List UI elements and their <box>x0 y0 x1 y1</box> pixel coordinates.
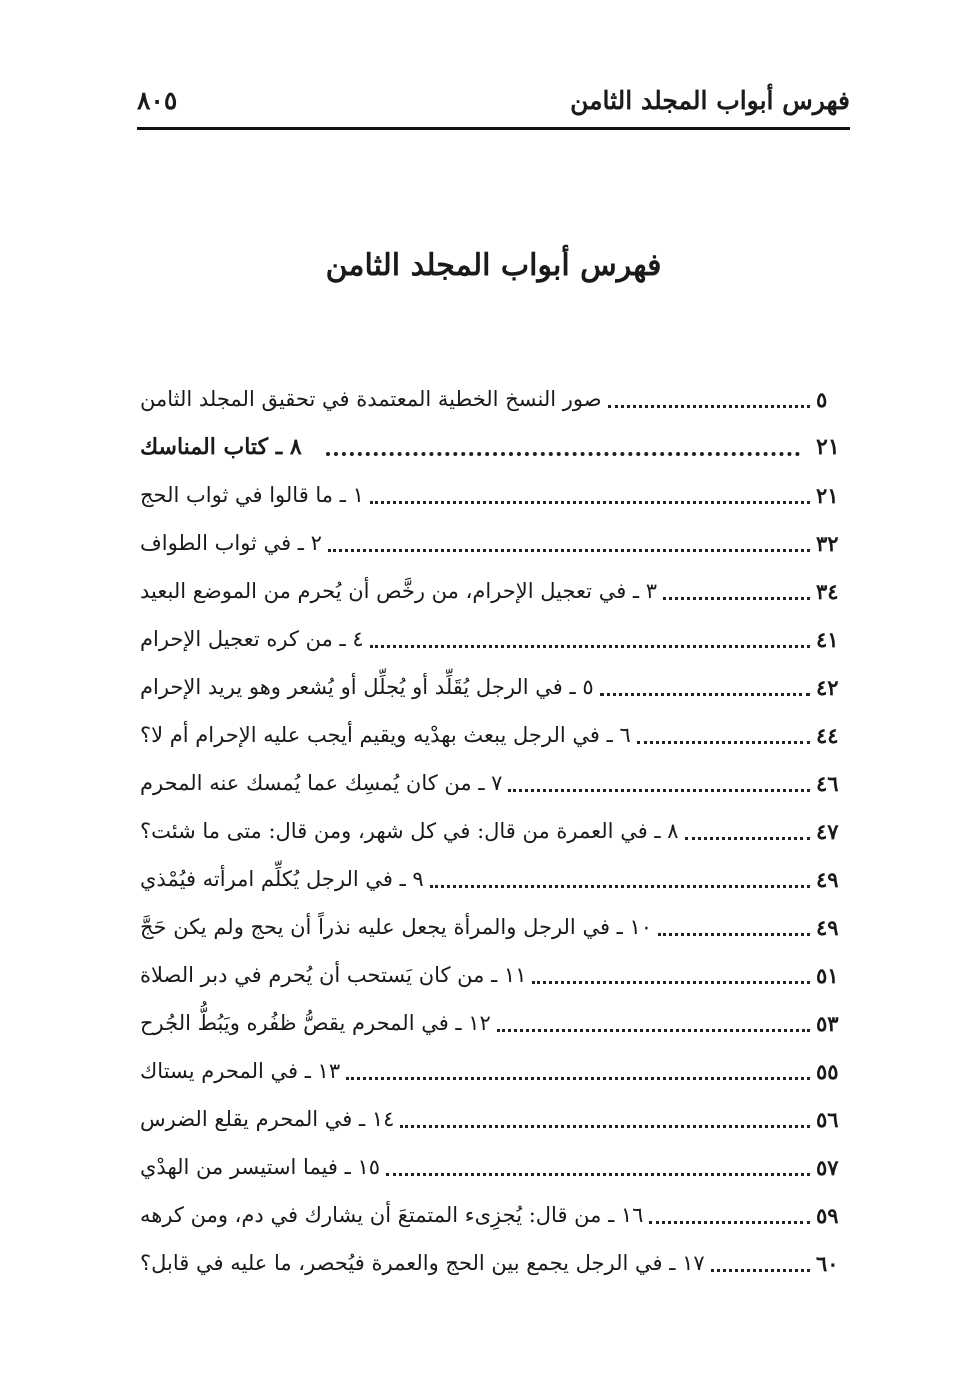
toc-entry <box>140 663 850 711</box>
toc-entry-page-number: ٥٦ <box>816 1106 839 1132</box>
dot-leader <box>386 1173 810 1176</box>
running-header <box>137 82 850 122</box>
dot-leader <box>326 452 800 456</box>
running-title: فهرس أبواب المجلد الثامن <box>570 86 850 115</box>
dot-leader <box>608 405 810 408</box>
toc-entry-page-number: ٤٦ <box>816 770 839 796</box>
toc-entry-label: صور النسخ الخطية المعتمدة في تحقيق المجلد الثامن <box>140 387 602 411</box>
toc-section-heading <box>140 423 850 471</box>
toc-entry-page-number: ٥٧ <box>816 1154 839 1180</box>
toc-entry-page-number: ٤٢ <box>816 674 839 700</box>
dot-leader <box>685 837 810 840</box>
toc-entry <box>140 1047 850 1095</box>
toc-entry-page-number: ٥١ <box>816 962 839 988</box>
toc-entry-label: ٥ ـ في الرجل يُقَلِّد أو يُجلِّل أو يُشعر وهو يريد الإحرام <box>140 675 594 699</box>
toc-entry-page-number: ٤١ <box>816 626 839 652</box>
toc-entry-label: ١ ـ ما قالوا في ثواب الحج <box>140 483 364 507</box>
toc-entry-label: ١٤ ـ في المحرم يقلع الضرس <box>140 1107 395 1131</box>
toc-entry-page-number: ٢١ <box>816 434 840 460</box>
toc-entry-page-number: ٣٢ <box>816 530 839 556</box>
toc-entry <box>140 1239 850 1287</box>
toc-entry <box>140 567 850 615</box>
toc-entry-label: ١١ ـ من كان يَستحب أن يُحرم في دبر الصلاة <box>140 963 527 987</box>
dot-leader <box>328 549 810 552</box>
dot-leader <box>711 1269 810 1272</box>
dot-leader <box>637 741 810 744</box>
dot-leader <box>497 1029 810 1032</box>
toc-entry <box>140 1095 850 1143</box>
toc-entry <box>140 807 850 855</box>
toc-entry <box>140 519 850 567</box>
toc-entry <box>140 615 850 663</box>
toc-entry <box>140 759 850 807</box>
dot-leader <box>658 933 810 936</box>
toc-entry-label: ٤ ـ من كره تعجيل الإحرام <box>140 627 364 651</box>
dot-leader <box>600 693 810 696</box>
header-divider <box>137 127 850 130</box>
toc-entry <box>140 903 850 951</box>
toc-entry-label: ٣ ـ في تعجيل الإحرام، من رخَّص أن يُحرم من الموضع البعيد <box>140 579 658 603</box>
dot-leader <box>532 981 810 984</box>
toc-entry-label: ١٠ ـ في الرجل والمرأة يجعل عليه نذراً أن يحج ولم يكن حَجَّ <box>140 915 653 939</box>
dot-leader <box>649 1221 810 1224</box>
toc-entry <box>140 375 850 423</box>
toc-entry <box>140 471 850 519</box>
toc-entry <box>140 999 850 1047</box>
toc-entry-label: ٧ ـ من كان يُمسِك عما يُمسك عنه المحرم <box>140 771 503 795</box>
toc-entry-label: ١٦ ـ من قال: يُجزِىء المتمتعَ أن يشارك في دم، ومن كرهه <box>140 1203 644 1227</box>
toc-entry-label: ١٣ ـ في المحرم يستاك <box>140 1059 341 1083</box>
toc-entry <box>140 711 850 759</box>
toc-entry-page-number: ٥٣ <box>816 1010 839 1036</box>
toc-entry-page-number: ٤٧ <box>816 818 839 844</box>
toc-entry-label: ٨ ـ كتاب المناسك <box>140 434 302 460</box>
toc-entry-page-number: ٥٥ <box>816 1058 839 1084</box>
toc-entry-page-number: ٣٤ <box>816 578 839 604</box>
toc-entry-label: ١٧ ـ في الرجل يجمع بين الحج والعمرة فيُحصر، ما عليه في قابل؟ <box>140 1251 705 1275</box>
toc-entry-label: ١٢ ـ في المحرم يقصُّ ظفُره ويَبُطُّ الجُرح <box>140 1011 491 1035</box>
toc-entry-page-number: ٥ <box>816 386 828 412</box>
toc-entry-label: ٢ ـ في ثواب الطواف <box>140 531 322 555</box>
toc-entry-page-number: ٤٩ <box>816 914 839 940</box>
table-of-contents <box>140 375 850 1287</box>
toc-entry-page-number: ٢١ <box>816 482 839 508</box>
dot-leader <box>430 885 810 888</box>
toc-entry-page-number: ٥٩ <box>816 1202 839 1228</box>
dot-leader <box>370 501 810 504</box>
page-title: فهرس أبواب المجلد الثامن <box>325 248 662 283</box>
toc-entry-page-number: ٤٤ <box>816 722 839 748</box>
dot-leader <box>663 597 810 600</box>
toc-entry-label: ٦ ـ في الرجل يبعث بهدْيه ويقيم أيجب عليه الإحرام أم لا؟ <box>140 723 631 747</box>
toc-entry <box>140 951 850 999</box>
toc-entry-label: ٩ ـ في الرجل يُكلِّم امرأته فيُمْذي <box>140 867 424 891</box>
dot-leader <box>346 1077 810 1080</box>
toc-entry-label: ٨ ـ في العمرة من قال: في كل شهر، ومن قال: متى ما شئت؟ <box>140 819 679 843</box>
toc-entry <box>140 1143 850 1191</box>
dot-leader <box>370 645 810 648</box>
page-number: ٨٠٥ <box>137 86 178 115</box>
dot-leader <box>508 789 810 792</box>
toc-entry-page-number: ٤٩ <box>816 866 839 892</box>
toc-entry <box>140 855 850 903</box>
dot-leader <box>400 1125 810 1128</box>
toc-entry <box>140 1191 850 1239</box>
toc-entry-page-number: ٦٠ <box>816 1250 839 1276</box>
toc-entry-label: ١٥ ـ فيما استيسر من الهدْي <box>140 1155 381 1179</box>
